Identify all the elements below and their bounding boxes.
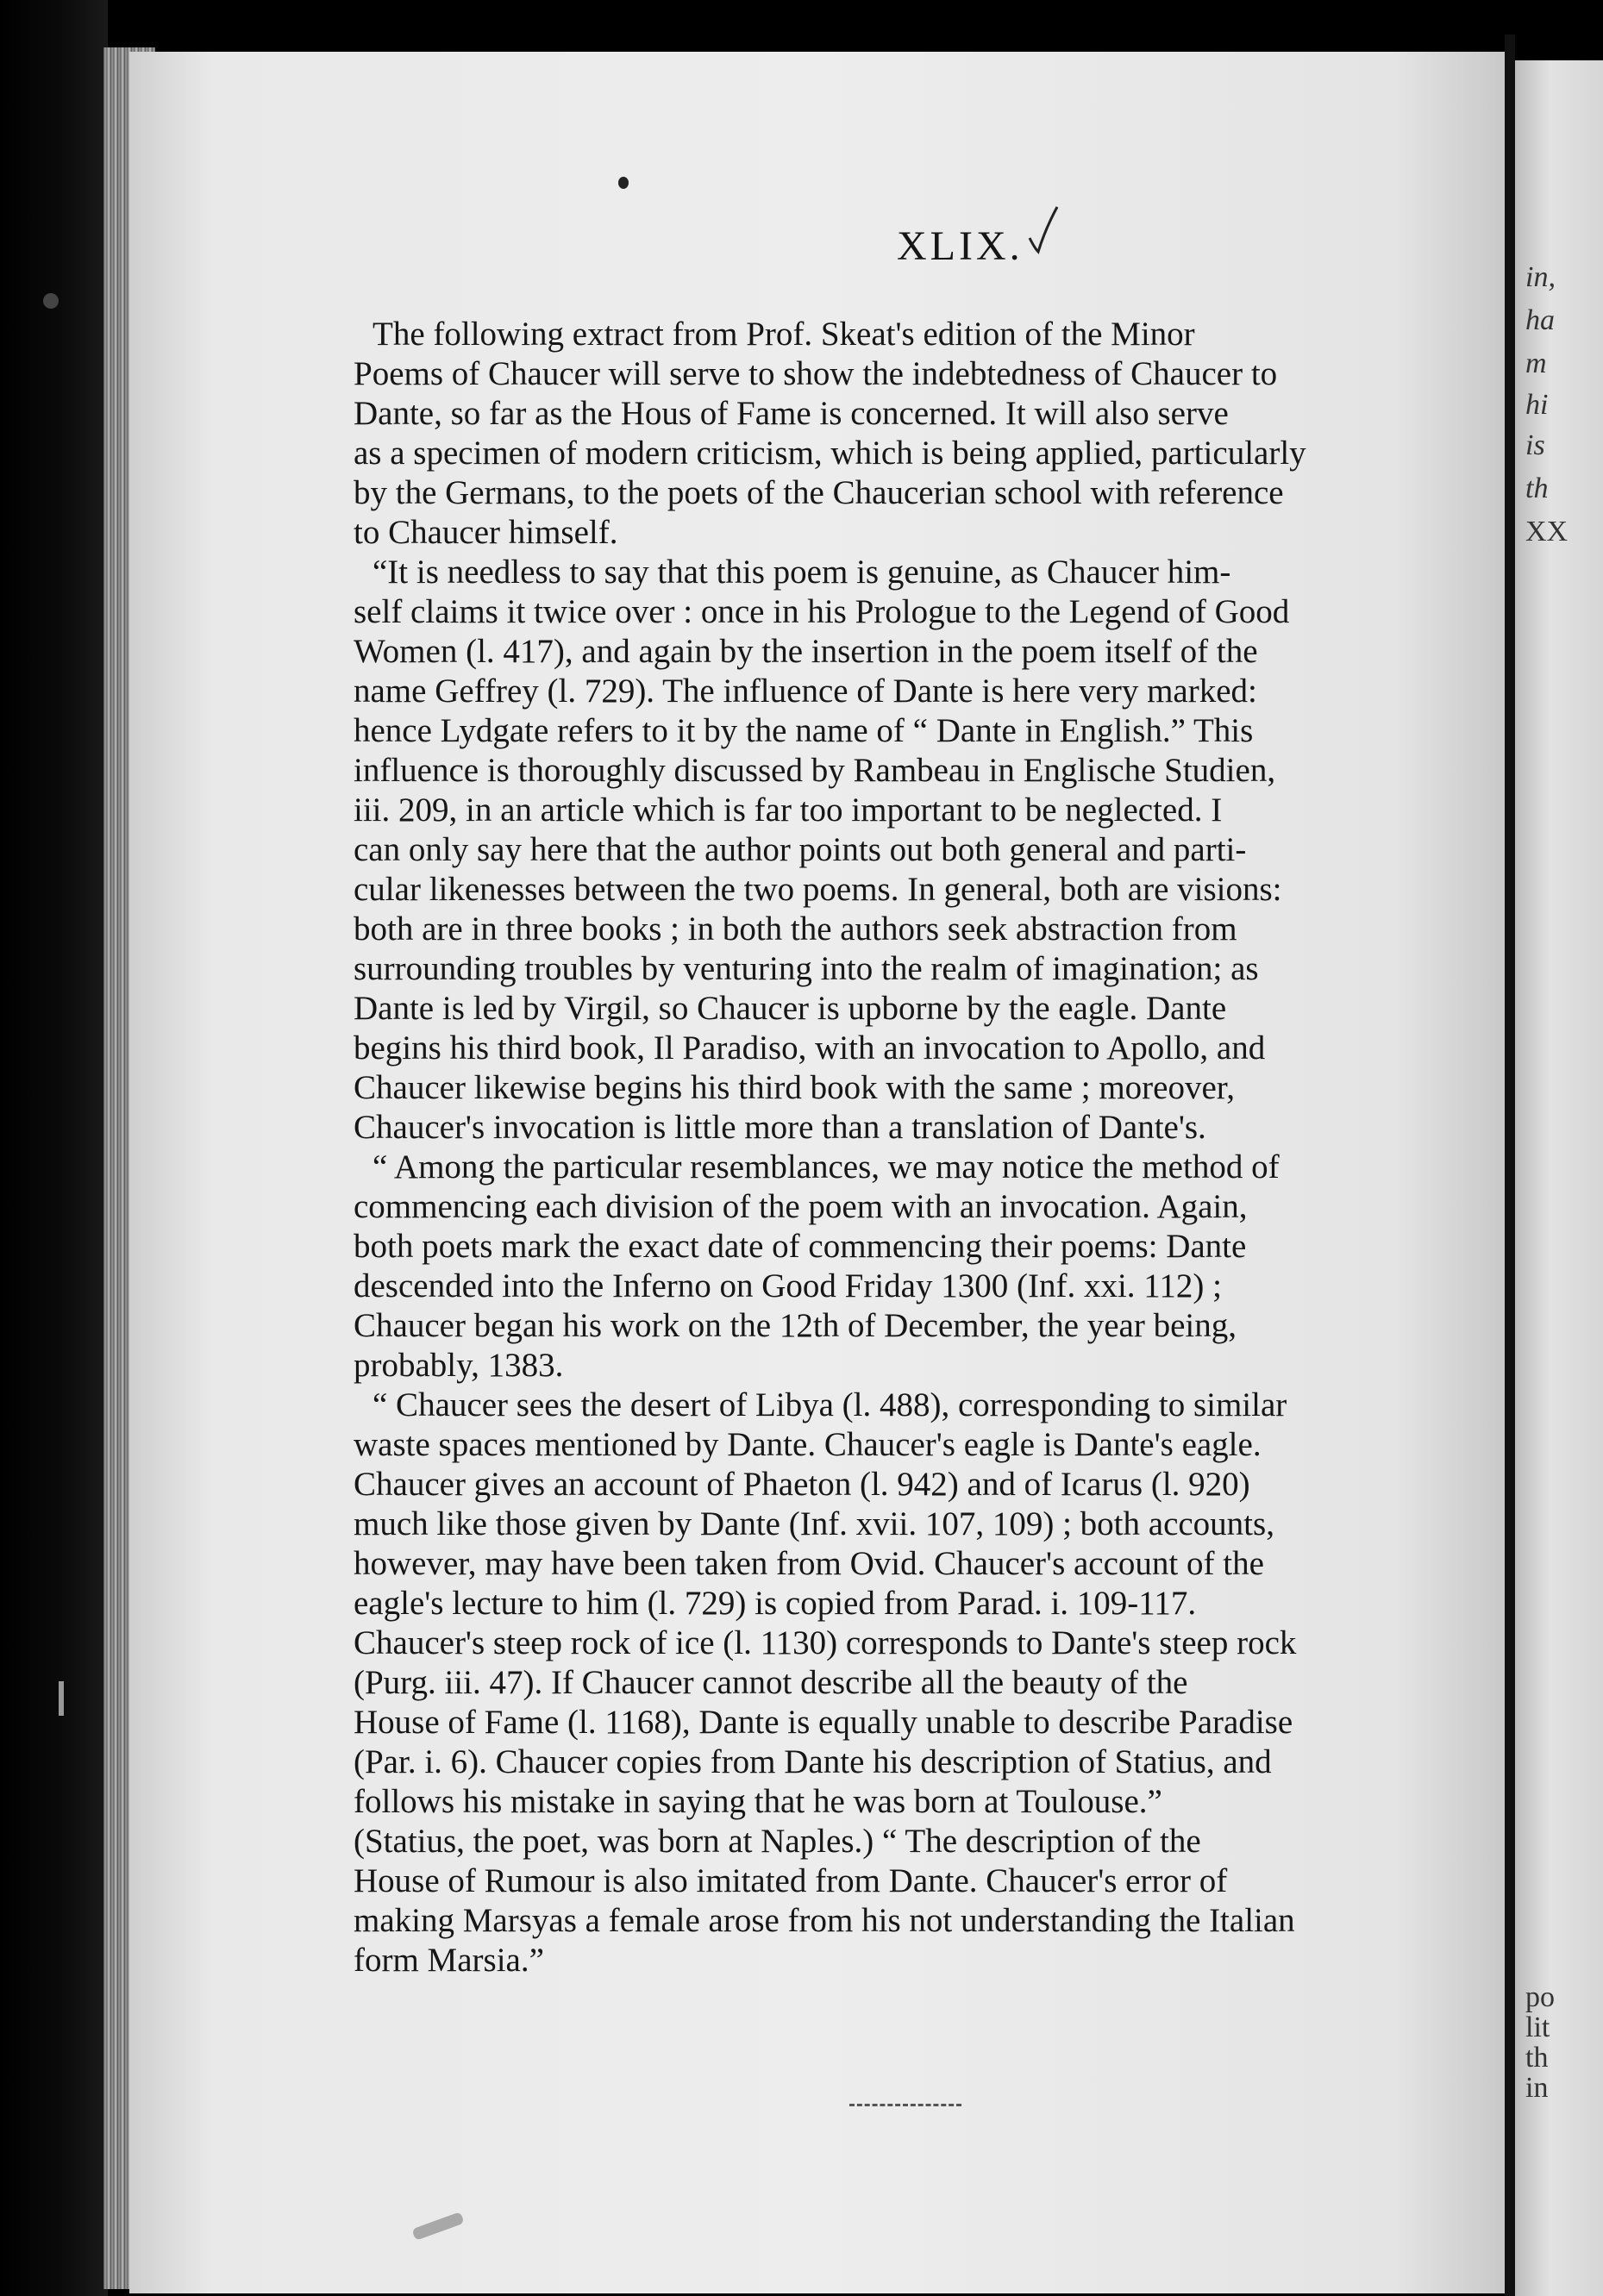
text-line: Chaucer likewise begins his third book with the same ; moreover,	[354, 1069, 1235, 1106]
text-line: Chaucer gives an account of Phaeton (l. 942) and of Icarus (l. 920)	[354, 1466, 1250, 1503]
text-line: begins his third book, Il Paradiso, with an invocation to Apollo, and	[354, 1029, 1266, 1067]
text-line: Chaucer's steep rock of ice (l. 1130) corresponds to Dante's steep rock	[354, 1624, 1297, 1661]
text-line: making Marsyas a female arose from his not understanding the Italian	[354, 1902, 1295, 1939]
text-line: (Statius, the poet, was born at Naples.) “ The description of the	[354, 1823, 1201, 1860]
adjacent-page-fragment: hi	[1525, 389, 1549, 421]
text-line: (Purg. iii. 47). If Chaucer cannot describe all the beauty of the	[354, 1664, 1188, 1701]
check-mark-icon	[1026, 203, 1061, 255]
film-speck	[43, 293, 59, 309]
text-line: surrounding troubles by venturing into the realm of imagination; as	[354, 950, 1259, 987]
text-line: influence is thoroughly discussed by Rambeau in Englische Studien,	[354, 752, 1276, 789]
text-line: can only say here that the author points out both general and parti-	[354, 831, 1247, 868]
film-scratch	[59, 1681, 64, 1716]
adjacent-page-fragment: po	[1525, 1981, 1555, 2013]
text-line: name Geffrey (l. 729). The influence of Dante is here very marked:	[354, 673, 1257, 710]
text-line: waste spaces mentioned by Dante. Chaucer's eagle is Dante's eagle.	[354, 1426, 1262, 1463]
paragraph	[354, 1148, 1492, 1386]
text-line: both poets mark the exact date of commencing their poems: Dante	[354, 1228, 1247, 1265]
text-line: “ Among the particular resemblances, we may notice the method of	[373, 1148, 1280, 1186]
adjacent-page-fragment: in	[1525, 2072, 1549, 2104]
adjacent-page-fragment: is	[1525, 429, 1545, 461]
text-line: Dante is led by Virgil, so Chaucer is upborne by the eagle. Dante	[354, 990, 1227, 1027]
text-line: form Marsia.”	[354, 1942, 544, 1979]
text-line: probably, 1383.	[354, 1347, 564, 1384]
section-rule	[849, 2104, 961, 2106]
text-line: cular likenesses between the two poems. In general, both are visions:	[354, 871, 1282, 908]
text-line: (Par. i. 6). Chaucer copies from Dante his description of Statius, and	[354, 1743, 1272, 1780]
text-line: to Chaucer himself.	[354, 514, 618, 551]
text-line: follows his mistake in saying that he was born at Toulouse.”	[354, 1783, 1162, 1820]
text-line: “ Chaucer sees the desert of Libya (l. 488), corresponding to similar	[373, 1386, 1287, 1423]
adjacent-page-fragment: ha	[1525, 304, 1555, 336]
page-heading: XLIX.	[897, 223, 1024, 269]
ink-dot	[618, 177, 629, 189]
page-gutter	[1505, 34, 1515, 2296]
text-line: as a specimen of modern criticism, which is being applied, particularly	[354, 435, 1306, 472]
body-text	[354, 315, 1492, 1980]
adjacent-page-fragment: XX	[1525, 516, 1569, 547]
adjacent-page-fragment: in,	[1525, 261, 1556, 293]
adjacent-page-fragment: m	[1525, 347, 1547, 379]
adjacent-page-fragment: th	[1525, 472, 1549, 504]
text-line: commencing each division of the poem with an invocation. Again,	[354, 1188, 1248, 1225]
text-line: The following extract from Prof. Skeat's edition of the Minor	[373, 316, 1195, 353]
text-line: Chaucer's invocation is little more than a translation of Dante's.	[354, 1109, 1206, 1146]
text-line: by the Germans, to the poets of the Chaucerian school with reference	[354, 474, 1284, 511]
adjacent-page-fragment: th	[1525, 2042, 1549, 2074]
text-line: self claims it twice over : once in his Prologue to the Legend of Good	[354, 593, 1290, 630]
adjacent-page-fragment: lit	[1525, 2011, 1550, 2043]
text-line: House of Fame (l. 1168), Dante is equally unable to describe Paradise	[354, 1704, 1293, 1741]
paragraph	[354, 1386, 1492, 1980]
text-line: however, may have been taken from Ovid. Chaucer's account of the	[354, 1545, 1264, 1582]
text-line: House of Rumour is also imitated from Dante. Chaucer's error of	[354, 1862, 1228, 1899]
text-line: eagle's lecture to him (l. 729) is copied from Parad. i. 109-117.	[354, 1585, 1197, 1622]
text-line: Poems of Chaucer will serve to show the indebtedness of Chaucer to	[354, 355, 1278, 392]
text-line: iii. 209, in an article which is far too important to be neglected. I	[354, 791, 1223, 829]
text-line: “It is needless to say that this poem is genuine, as Chaucer him-	[373, 554, 1231, 591]
paragraph	[354, 553, 1492, 1148]
text-line: Dante, so far as the Hous of Fame is concerned. It will also serve	[354, 395, 1229, 432]
text-line: descended into the Inferno on Good Friday 1300 (Inf. xxi. 112) ;	[354, 1267, 1222, 1304]
adjacent-page-edge	[1515, 60, 1603, 2296]
film-border-left	[0, 0, 108, 2296]
text-line: both are in three books ; in both the authors seek abstraction from	[354, 910, 1237, 948]
text-line: Women (l. 417), and again by the insertion in the poem itself of the	[354, 633, 1258, 670]
text-line: hence Lydgate refers to it by the name of “ Dante in English.” This	[354, 712, 1254, 749]
paragraph	[354, 315, 1492, 553]
text-line: Chaucer began his work on the 12th of December, the year being,	[354, 1307, 1237, 1344]
text-line: much like those given by Dante (Inf. xvii. 107, 109) ; both accounts,	[354, 1505, 1274, 1542]
